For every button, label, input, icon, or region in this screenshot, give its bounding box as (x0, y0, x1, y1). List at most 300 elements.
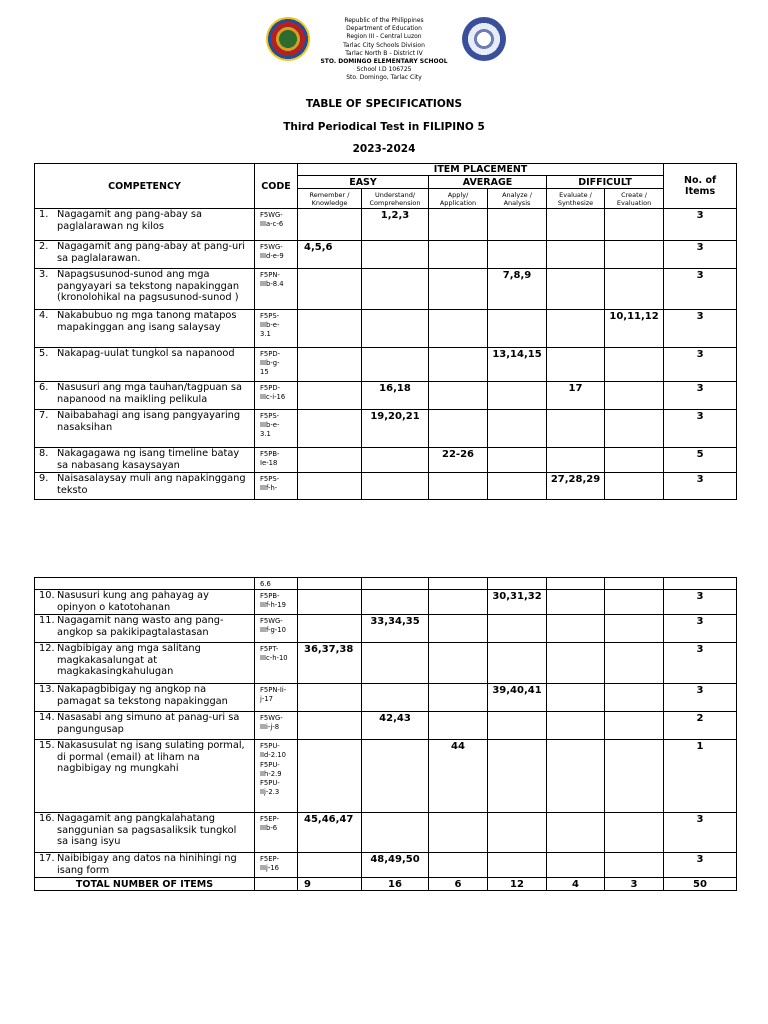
empty-cell (664, 578, 737, 590)
item-placement-cell (605, 410, 664, 448)
items-count-cell: 3 (664, 615, 737, 643)
item-placement-cell: 45,46,47 (298, 813, 362, 853)
code-line: IIIb-e- (260, 321, 280, 330)
school-header (284, 17, 484, 83)
code-cell (255, 590, 298, 615)
school-name: STO. DOMINGO ELEMENTARY SCHOOL (320, 58, 448, 66)
item-placement-cell (547, 310, 605, 348)
level-header (362, 189, 429, 209)
competency-text: Nakagagawa ng isang timeline batay sa nabasang kasaysayan (57, 448, 240, 471)
code-line: IIIb-e- (260, 421, 280, 430)
item-placement-cell (362, 348, 429, 382)
level-header-line: Application (439, 198, 477, 207)
empty-cell (605, 578, 664, 590)
item-placement-cell: 7,8,9 (488, 269, 547, 310)
code-line: IIIc-i-16 (260, 393, 286, 402)
competency-number: 8. (39, 448, 49, 459)
code-cell (255, 269, 298, 310)
item-placement-cell: 17 (547, 382, 605, 410)
item-placement-cell (429, 209, 488, 241)
item-placement-cell (298, 615, 362, 643)
level-header-line: Understand/ (374, 190, 416, 199)
level-header-line: Remember / (309, 190, 350, 199)
level-header (547, 189, 605, 209)
level-header-line: Analysis (503, 198, 531, 207)
competency-number: 17. (39, 853, 55, 865)
item-placement-cell (298, 348, 362, 382)
item-placement-cell (605, 684, 664, 712)
total-cell: 4 (547, 878, 605, 891)
competency-number: 11. (39, 615, 55, 627)
code-cell (255, 615, 298, 643)
code-cell (255, 348, 298, 382)
item-placement-cell (547, 740, 605, 813)
competency-text: Naisasalaysay muli ang napakinggang teksto (57, 473, 246, 496)
items-count-cell: 3 (664, 269, 737, 310)
item-placement-cell (547, 209, 605, 241)
level-header (298, 189, 362, 209)
header-line: Department of Education (346, 25, 422, 33)
empty-cell (298, 578, 362, 590)
competency-text: Nagagamit ang pang-abay at pang-uri sa paglalarawan. (57, 241, 245, 264)
competency-number: 3. (39, 269, 49, 280)
table-row (35, 310, 737, 348)
item-placement-cell (362, 590, 429, 615)
competency-cell (35, 448, 255, 473)
header-line: School I.D 106725 (356, 66, 412, 74)
code-line: IIIc-h-10 (260, 654, 288, 663)
item-placement-cell (429, 473, 488, 500)
code-line: IIh-2.9 (260, 769, 282, 778)
item-placement-cell (429, 813, 488, 853)
code-line: IIIi-j-8 (260, 723, 280, 732)
competency-number: 16. (39, 813, 55, 825)
specification-table-page1 (34, 163, 737, 500)
item-placement-cell (298, 310, 362, 348)
item-placement-cell (429, 241, 488, 269)
code-line: F5WG- (260, 617, 283, 626)
items-count-cell: 3 (664, 590, 737, 615)
item-placement-cell (488, 643, 547, 684)
item-placement-cell (488, 473, 547, 500)
items-count-cell: 2 (664, 712, 737, 740)
table-row (35, 209, 737, 241)
competency-text: Naibabahagi ang isang pangyayaring nasaksihan (57, 410, 241, 433)
competency-number: 13. (39, 684, 55, 696)
total-cell: 9 (298, 878, 362, 891)
item-placement-cell (547, 853, 605, 878)
code-line: IIIf-h- (260, 484, 278, 493)
item-placement-cell (605, 473, 664, 500)
item-placement-cell (429, 643, 488, 684)
no-of-items-header (664, 164, 737, 209)
item-placement-cell (429, 382, 488, 410)
code-cell (255, 473, 298, 500)
item-placement-cell (362, 448, 429, 473)
item-placement-cell (605, 209, 664, 241)
item-placement-cell (547, 241, 605, 269)
competency-text: Nasusuri kung ang pahayag ay opinyon o katotohanan (57, 590, 209, 613)
item-placement-cell: 33,34,35 (362, 615, 429, 643)
document-title: TABLE OF SPECIFICATIONS (305, 98, 463, 110)
items-count-cell: 3 (664, 410, 737, 448)
competency-number: 15. (39, 740, 55, 752)
header-line: Tarlac City Schools Division (343, 41, 425, 49)
code-header: CODE (255, 164, 298, 209)
competency-cell (35, 684, 255, 712)
empty-cell (547, 578, 605, 590)
code-line: F5WG- (260, 211, 283, 219)
item-placement-cell (429, 590, 488, 615)
item-placement-cell (605, 813, 664, 853)
item-placement-cell (547, 813, 605, 853)
total-cell: 6 (429, 878, 488, 891)
competency-cell (35, 310, 255, 348)
competency-cell (35, 473, 255, 500)
item-placement-cell (605, 615, 664, 643)
item-placement-cell: 44 (429, 740, 488, 813)
item-placement-cell: 19,20,21 (362, 410, 429, 448)
code-line: IIj-2.3 (260, 788, 280, 797)
items-count-cell: 3 (664, 813, 737, 853)
code-line: IIIb-g- (260, 359, 280, 368)
competency-text: Nagagamit ang pang-abay sa paglalarawan ng kilos (57, 209, 202, 232)
code-line: F5PD- (260, 384, 281, 392)
item-placement-cell (362, 310, 429, 348)
item-placement-cell (547, 643, 605, 684)
code-line: IIIf-h-19 (260, 601, 286, 610)
items-count-cell: 3 (664, 684, 737, 712)
item-placement-cell (362, 269, 429, 310)
competency-cell (35, 209, 255, 241)
code-cell (255, 712, 298, 740)
item-placement-cell (605, 590, 664, 615)
items-count-cell: 3 (664, 473, 737, 500)
total-items-cell: 50 (664, 878, 737, 891)
item-placement-cell (547, 348, 605, 382)
item-placement-cell (488, 740, 547, 813)
code-line: F5PU- (260, 760, 280, 769)
competency-text: Nagagamit nang wasto ang pang-angkop sa pakikipagtalastasan (57, 615, 224, 638)
table-row (35, 615, 737, 643)
code-line: F5PB- (260, 592, 280, 601)
items-count-cell: 3 (664, 382, 737, 410)
item-placement-cell (547, 269, 605, 310)
code-line: F5PS- (260, 312, 280, 320)
competency-cell (35, 590, 255, 615)
items-count-cell: 3 (664, 643, 737, 684)
item-placement-cell (605, 348, 664, 382)
item-placement-cell (429, 269, 488, 310)
item-placement-cell (547, 448, 605, 473)
competency-number: 12. (39, 643, 55, 655)
code-line: IIIb-6 (260, 824, 278, 833)
competency-number: 6. (39, 382, 49, 393)
level-header-line: Create / (621, 190, 647, 199)
competency-number: 2. (39, 241, 49, 252)
item-placement-cell (429, 853, 488, 878)
code-line: F5EP- (260, 855, 279, 864)
code-line: IIIj-16 (260, 864, 280, 873)
code-cell (255, 643, 298, 684)
code-continuation: 6.6 (255, 578, 298, 590)
continuation-row (35, 578, 737, 590)
header-line: Republic of the Philippines (344, 17, 424, 24)
competency-number: 1. (39, 209, 49, 220)
competency-number: 4. (39, 310, 49, 321)
item-placement-cell (298, 269, 362, 310)
item-placement-cell (605, 448, 664, 473)
table-row (35, 241, 737, 269)
competency-cell (35, 813, 255, 853)
code-cell (255, 853, 298, 878)
level-header-line: Analyze / (502, 190, 532, 199)
code-line: F5WG- (260, 243, 283, 251)
item-placement-cell (298, 448, 362, 473)
item-placement-cell (298, 590, 362, 615)
code-line: F5PB- (260, 450, 280, 458)
competency-text: Nakapag-uulat tungkol sa napanood (57, 348, 235, 359)
code-line: IIId-e-9 (260, 252, 284, 261)
code-line: F5PD- (260, 350, 281, 358)
code-cell (255, 209, 298, 241)
item-placement-cell (547, 684, 605, 712)
item-placement-cell (488, 448, 547, 473)
easy-header: EASY (298, 176, 429, 189)
competency-number: 10. (39, 590, 55, 602)
competency-cell (35, 712, 255, 740)
item-placement-cell (605, 382, 664, 410)
level-header-line: Evaluation (616, 198, 652, 207)
empty-cell (35, 578, 255, 590)
item-placement-cell (362, 813, 429, 853)
competency-text: Napagsusunod-sunod ang mga pangyayari sa tekstong napakinggan (kronolohikal na pagsusunod-sunod ) (57, 269, 240, 303)
item-placement-cell: 42,43 (362, 712, 429, 740)
item-placement-cell (488, 410, 547, 448)
code-cell (255, 241, 298, 269)
item-placement-cell (605, 740, 664, 813)
item-placement-cell: 4,5,6 (298, 241, 362, 269)
total-cell: 3 (605, 878, 664, 891)
code-line: j-17 (260, 695, 273, 704)
item-placement-cell (429, 615, 488, 643)
items-count-cell: 3 (664, 209, 737, 241)
code-line: F5PS- (260, 412, 280, 420)
average-header: AVERAGE (429, 176, 547, 189)
level-header-line: Apply/ (447, 190, 469, 199)
table-row (35, 712, 737, 740)
code-line: F5PU- (260, 742, 280, 751)
item-placement-cell (547, 615, 605, 643)
item-placement-cell: 22-26 (429, 448, 488, 473)
table-row (35, 382, 737, 410)
item-placement-cell (298, 853, 362, 878)
competency-text: Nakabubuo ng mga tanong matapos mapakinggan ang isang salaysay (57, 310, 237, 333)
code-cell (255, 310, 298, 348)
competency-number: 9. (39, 473, 49, 484)
code-cell (255, 813, 298, 853)
header-line: Region III - Central Luzon (346, 33, 422, 41)
competency-text: Nakapagbibigay ng angkop na pamagat sa tekstong napakinggan (57, 684, 228, 707)
competency-number: 7. (39, 410, 49, 421)
item-placement-cell: 39,40,41 (488, 684, 547, 712)
code-line: 3.1 (260, 430, 271, 439)
total-cell: 16 (362, 878, 429, 891)
table-row (35, 643, 737, 684)
code-line: F5EP- (260, 815, 279, 824)
item-placement-cell (605, 269, 664, 310)
code-line: Ie-18 (260, 459, 278, 468)
code-cell (255, 448, 298, 473)
item-placement-cell (429, 310, 488, 348)
item-placement-cell: 13,14,15 (488, 348, 547, 382)
specification-table-page2 (34, 577, 737, 891)
competency-number: 14. (39, 712, 55, 724)
code-line: IId-2.10 (260, 751, 286, 760)
item-placement-cell (605, 853, 664, 878)
item-placement-cell: 30,31,32 (488, 590, 547, 615)
item-placement-cell (488, 813, 547, 853)
item-placement-cell: 16,18 (362, 382, 429, 410)
no-of-items-header-line2: Items (685, 186, 716, 197)
item-placement-cell: 48,49,50 (362, 853, 429, 878)
no-of-items-header-line1: No. of (684, 175, 717, 186)
empty-cell (255, 878, 298, 891)
code-cell (255, 382, 298, 410)
competency-text: Nakasusulat ng isang sulating pormal, di pormal (email) at liham na nagbibigay ng mungkahi (57, 740, 245, 775)
empty-cell (429, 578, 488, 590)
items-count-cell: 3 (664, 853, 737, 878)
competency-cell (35, 410, 255, 448)
competency-cell (35, 740, 255, 813)
items-count-cell: 1 (664, 740, 737, 813)
empty-cell (488, 578, 547, 590)
total-row (35, 878, 737, 891)
code-line: IIIf-g-10 (260, 626, 286, 635)
competency-text: Nasusuri ang mga tauhan/tagpuan sa napanood na maikling pelikula (57, 382, 242, 405)
competency-number: 5. (39, 348, 49, 359)
total-label: TOTAL NUMBER OF ITEMS (35, 878, 255, 891)
item-placement-cell (488, 209, 547, 241)
code-line: F5PU- (260, 779, 280, 788)
competency-cell (35, 382, 255, 410)
item-placement-cell (605, 643, 664, 684)
item-placement-cell: 36,37,38 (298, 643, 362, 684)
total-cell: 12 (488, 878, 547, 891)
item-placement-cell (298, 410, 362, 448)
code-line: F5PT- (260, 645, 279, 654)
code-line: F5PN- (260, 271, 280, 279)
item-placement-cell (298, 473, 362, 500)
competency-cell (35, 269, 255, 310)
item-placement-cell (362, 241, 429, 269)
item-placement-cell (488, 241, 547, 269)
item-placement-header: ITEM PLACEMENT (298, 164, 664, 176)
item-placement-cell (298, 740, 362, 813)
level-header (429, 189, 488, 209)
table-row (35, 448, 737, 473)
items-count-cell: 3 (664, 241, 737, 269)
competency-text: Nagbibigay ang mga salitang magkakasalungat at magkakasingkahulugan (57, 643, 201, 678)
items-count-cell: 3 (664, 348, 737, 382)
competency-cell (35, 643, 255, 684)
item-placement-cell (362, 643, 429, 684)
table-row (35, 410, 737, 448)
item-placement-cell (362, 740, 429, 813)
item-placement-cell (429, 410, 488, 448)
code-line: F5PN-Ii- (260, 686, 287, 695)
item-placement-cell (488, 615, 547, 643)
table-row (35, 590, 737, 615)
level-header-line: Synthesize (557, 198, 594, 207)
code-line: F5WG- (260, 714, 283, 723)
item-placement-cell (605, 712, 664, 740)
table-row (35, 684, 737, 712)
code-cell (255, 740, 298, 813)
competency-text: Naibibigay ang datos na hinihingi ng isang form (57, 853, 237, 876)
item-placement-cell (547, 712, 605, 740)
table-row (35, 348, 737, 382)
item-placement-cell (362, 684, 429, 712)
items-count-cell: 5 (664, 448, 737, 473)
table-row (35, 740, 737, 813)
items-count-cell: 3 (664, 310, 737, 348)
item-placement-cell (488, 382, 547, 410)
empty-cell (362, 578, 429, 590)
item-placement-cell (298, 209, 362, 241)
code-cell (255, 410, 298, 448)
table-row (35, 269, 737, 310)
item-placement-cell (488, 853, 547, 878)
item-placement-cell (547, 590, 605, 615)
item-placement-cell (429, 684, 488, 712)
level-header-line: Comprehension (369, 198, 421, 207)
code-line: IIIb-8.4 (260, 280, 284, 289)
competency-cell (35, 241, 255, 269)
item-placement-cell (547, 410, 605, 448)
item-placement-cell (429, 348, 488, 382)
item-placement-cell: 1,2,3 (362, 209, 429, 241)
school-year: 2023-2024 (352, 143, 416, 155)
competency-text: Nagagamit ang pangkalahatang sanggunian sa pagsasaliksik tungkol sa isang isyu (57, 813, 237, 848)
competency-header: COMPETENCY (35, 164, 255, 209)
code-line: 15 (260, 368, 269, 377)
code-line: F5PS- (260, 475, 280, 483)
competency-cell (35, 348, 255, 382)
code-cell (255, 684, 298, 712)
table-row (35, 853, 737, 878)
item-placement-cell (298, 382, 362, 410)
difficult-header: DIFFICULT (547, 176, 664, 189)
level-header-line: Evaluate / (559, 190, 592, 199)
document-subtitle: Third Periodical Test in FILIPINO 5 (283, 121, 485, 133)
item-placement-cell: 10,11,12 (605, 310, 664, 348)
level-header (488, 189, 547, 209)
code-line: IIIa-c-6 (260, 220, 284, 229)
competency-text: Nasasabi ang simuno at panag-uri sa pangungusap (57, 712, 240, 735)
item-placement-cell (488, 310, 547, 348)
code-line: 3.1 (260, 330, 271, 339)
item-placement-cell (429, 712, 488, 740)
table-row (35, 473, 737, 500)
table-row (35, 813, 737, 853)
item-placement-cell (362, 473, 429, 500)
item-placement-cell: 27,28,29 (547, 473, 605, 500)
level-header-line: Knowledge (311, 198, 348, 207)
item-placement-cell (298, 684, 362, 712)
level-header (605, 189, 664, 209)
competency-cell (35, 853, 255, 878)
